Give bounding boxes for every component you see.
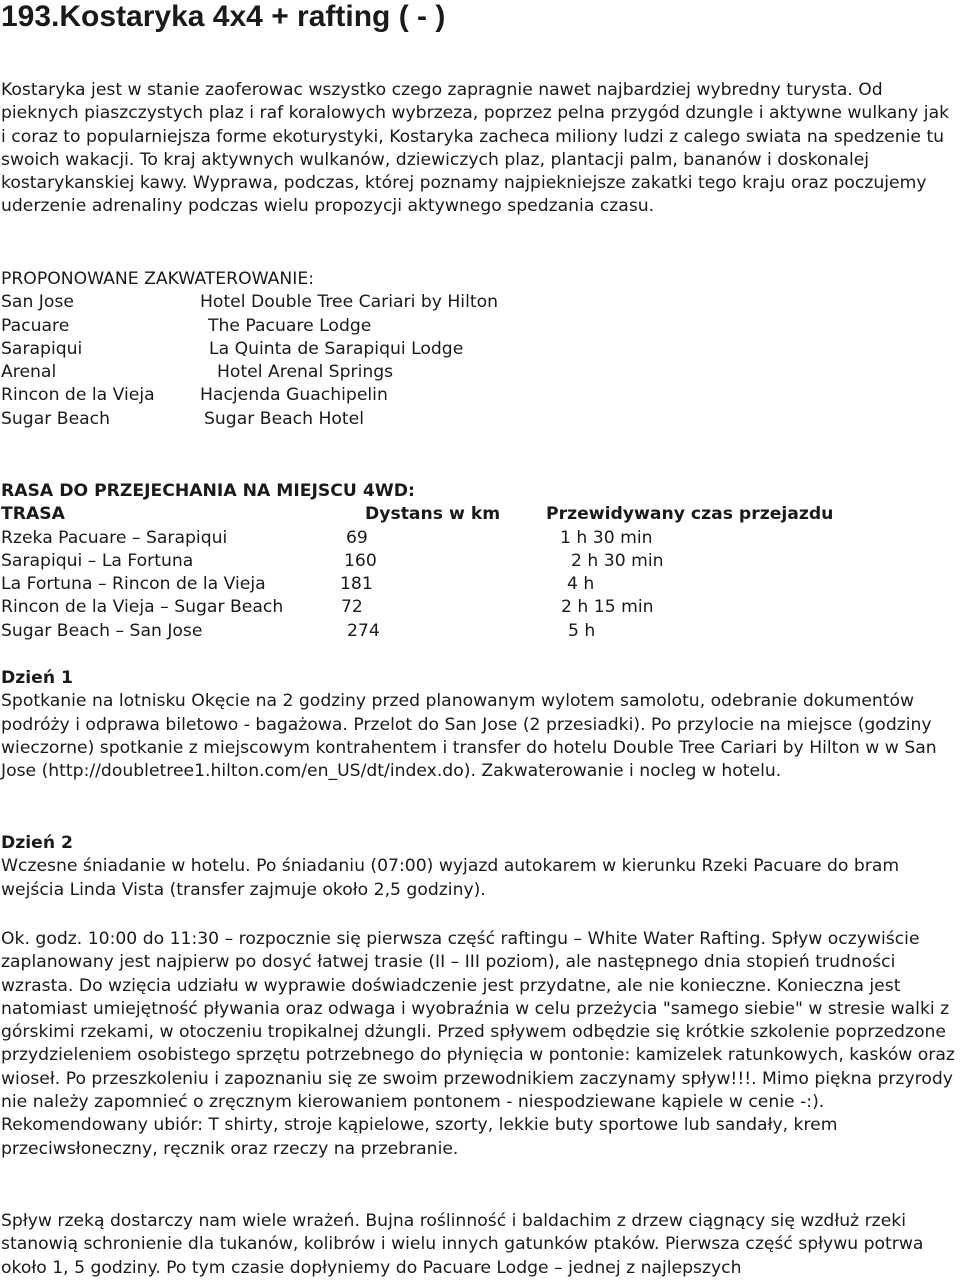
rafting-paragraph: Ok. godz. 10:00 do 11:30 – rozpocznie się pierwsza część raftingu – White Water Rafting. Spływ oczywiście zaplanowany jest najpierw po dosyć łatwej trasie (II – III poziom), ale następnego dnia stopień trudności wzrasta. Do wzięcia udziału w wyprawie doświadczenie jest przydatne, ale nie konieczne. Konieczna jest natomiast umiejętność pływania oraz odwaga i wyobraźnia w celu przeżycia "samego siebie" w stresie walki z górskimi rzekami, w otoczeniu tropikalnej dżungli. Przed spływem odbędzie się krótkie szkolenie poprzedzone przydzieleniem osobistego sprzętu potrzebnego do płynięcia w pontonie: kamizelek ratunkowych, kasków oraz wioseł. Po przeszkoleniu i zapoznaniu się ze swoim przewodnikiem zaczynamy spływ!!!. Mimo piękna przyrody nie należy zapomnieć o zręcznym kierowaniem pontonem - niespodziewane kąpiele w cenie -:). Rekomendowany ubiór: T shirty, stroje kąpielowe, szorty, lekkie buty sportowe lub sandały, krem przeciwsłoneczny, ręcznik oraz rzeczy na przebranie. bbox=[1, 929, 955, 1159]
route-row bbox=[1, 573, 959, 596]
accommodation-row bbox=[1, 384, 959, 407]
route-time: 2 h 15 min bbox=[561, 597, 654, 618]
route-time: 5 h bbox=[568, 620, 596, 641]
accommodation-heading: PROPONOWANE ZAKWATEROWANIE: bbox=[1, 269, 314, 289]
accommodation-row bbox=[1, 361, 959, 384]
route-time: 2 h 30 min bbox=[571, 550, 664, 571]
accommodation-place: Arenal bbox=[1, 362, 57, 383]
accommodation-section bbox=[1, 268, 959, 431]
accommodation-place: Pacuare bbox=[1, 315, 70, 336]
page-title: 193.Kostaryka 4x4 + rafting ( - ) bbox=[1, 0, 446, 33]
accommodation-hotel: Hotel Double Tree Cariari by Hilton bbox=[200, 292, 499, 313]
accommodation-hotel: La Quinta de Sarapiqui Lodge bbox=[209, 338, 464, 359]
accommodation-hotel: Hacjenda Guachipelin bbox=[200, 385, 388, 406]
route-distance: 72 bbox=[341, 597, 363, 618]
route-section bbox=[1, 480, 959, 643]
day2-section bbox=[1, 832, 959, 902]
accommodation-place: Sugar Beach bbox=[1, 408, 111, 429]
route-name: Sarapiqui – La Fortuna bbox=[1, 550, 194, 571]
day1-heading: Dzień 1 bbox=[1, 668, 73, 688]
day2-text: Wczesne śniadanie w hotelu. Po śniadaniu (07:00) wyjazd autokarem w kierunku Rzeki Pacuare do bram wejścia Linda Vista (transfer zajmuje około 2,5 godziny). bbox=[1, 856, 900, 900]
accommodation-hotel: Hotel Arenal Springs bbox=[217, 362, 394, 383]
accommodation-hotel: Sugar Beach Hotel bbox=[204, 408, 365, 429]
river-paragraph: Spływ rzeką dostarczy nam wiele wrażeń. Bujna roślinność i baldachim z drzew ciągnący się wzdłuż rzeki stanowią schronienie dla tukanów, kolibrów i wielu innych gatunków ptaków. Pierwsza część spływu potrwa około 1, 5 godziny. Po tym czasie dopłyniemy do Pacuare Lodge – jednej z najlepszych bbox=[1, 1211, 924, 1278]
accommodation-hotel: The Pacuare Lodge bbox=[208, 315, 372, 336]
route-name: La Fortuna – Rincon de la Vieja bbox=[1, 574, 266, 595]
route-name: Rzeka Pacuare – Sarapiqui bbox=[1, 527, 228, 548]
route-distance: 69 bbox=[346, 527, 368, 548]
column-header-distance: Dystans w km bbox=[365, 504, 501, 525]
route-row bbox=[1, 620, 959, 643]
accommodation-place: Rincon de la Vieja bbox=[1, 385, 155, 406]
route-name: Sugar Beach – San Jose bbox=[1, 620, 203, 641]
intro-paragraph: Kostaryka jest w stanie zaoferowac wszystko czego zapragnie nawet najbardziej wybredny turysta. Od pieknych piaszczystych plaz i raf koralowych wybrzeza, poprzez pelna przygód dzungle i aktywne wulkany jak i coraz to popularniejsza forme ekoturystyki, Kostaryka zacheca miliony ludzi z calego swiata na spedzenie tu swoich wakacji. To kraj aktywnych wulkanów, dziewiczych plaz, plantacji palm, bananów i doskonalej kostarykanskiej kawy. Wyprawa, podczas, której poznamy najpiekniejsze zakatki tego kraju oraz poczujemy uderzenie adrenaliny podczas wielu propozycji aktywnego spedzania czasu. bbox=[1, 80, 950, 217]
route-distance: 181 bbox=[340, 574, 373, 595]
route-table-header bbox=[1, 503, 959, 526]
route-distance: 274 bbox=[347, 620, 380, 641]
route-time: 1 h 30 min bbox=[560, 527, 653, 548]
day1-text: Spotkanie na lotnisku Okęcie na 2 godziny przed planowanym wylotem samolotu, odebranie dokumentów podróży i odprawa biletowo - bagażowa. Przelot do San Jose (2 przesiadki). Po przylocie na miejsce (godziny wieczorne) spotkanie z miejscowym kontrahentem i transfer do hotelu Double Tree Cariari by Hilton w w San Jose (http://doubletree1.hilton.com/en_US/dt/index.do). Zakwaterowanie i nocleg w hotelu. bbox=[1, 691, 937, 782]
column-header-route: TRASA bbox=[1, 504, 65, 525]
accommodation-place: Sarapiqui bbox=[1, 338, 83, 359]
column-header-time: Przewidywany czas przejazdu bbox=[546, 504, 834, 525]
route-distance: 160 bbox=[344, 550, 377, 571]
route-row bbox=[1, 596, 959, 619]
accommodation-row bbox=[1, 291, 959, 314]
route-row bbox=[1, 550, 959, 573]
accommodation-place: San Jose bbox=[1, 292, 74, 313]
day2-heading: Dzień 2 bbox=[1, 833, 73, 853]
route-time: 4 h bbox=[567, 574, 595, 595]
route-heading: RASA DO PRZEJECHANIA NA MIEJSCU 4WD: bbox=[1, 481, 415, 501]
accommodation-row bbox=[1, 338, 959, 361]
accommodation-row bbox=[1, 315, 959, 338]
route-row bbox=[1, 527, 959, 550]
accommodation-row bbox=[1, 408, 959, 431]
day1-section bbox=[1, 667, 959, 783]
route-name: Rincon de la Vieja – Sugar Beach bbox=[1, 597, 284, 618]
